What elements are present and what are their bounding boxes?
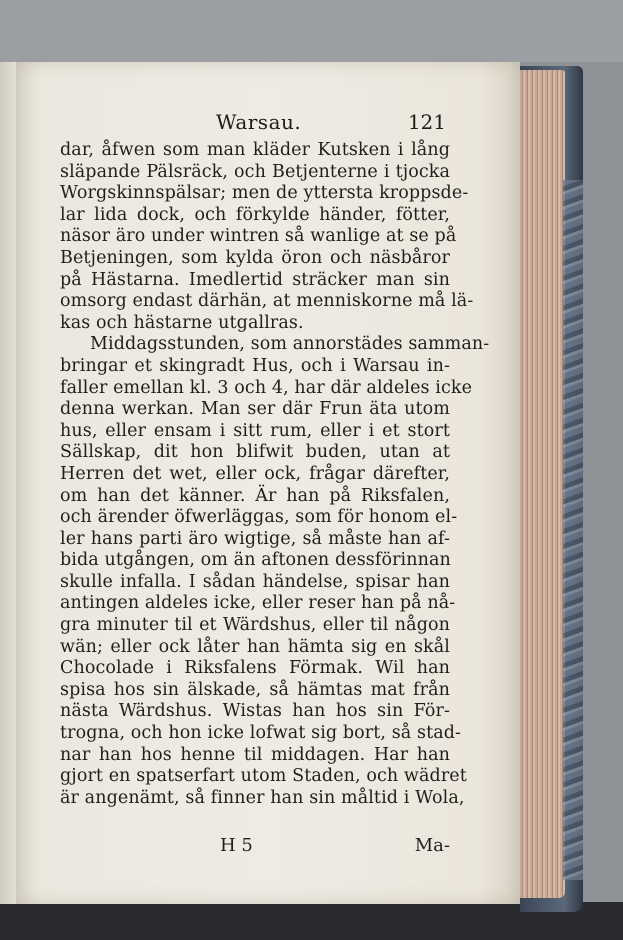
text-line: och ärender öfwerläggas, som för honom el- [60, 507, 458, 528]
text-line: trogna, och hon icke lofwat sig bort, så stad- [60, 723, 462, 744]
text-line: bringar et skingradt Hus, och i Warsau in- [60, 355, 450, 376]
text-line: Betjeningen, som kylda öron och näsbåror [60, 247, 450, 268]
text-line: nästa Wärdshus. Wistas han hos sin För- [60, 701, 450, 722]
text-line: skulle infalla. I sådan händelse, spisar han [60, 571, 450, 592]
text-line: gjort en spatserfart utom Staden, och wädret [60, 766, 467, 787]
text-line: ler hans parti äro wigtige, så måste han af- [60, 528, 450, 549]
text-line: denna werkan. Man ser där Frun äta utom [60, 399, 450, 420]
text-line: är angenämt, så finner han sin måltid i Wola, [60, 787, 465, 808]
text-line: dar, åfwen som man kläder Kutsken i lång [60, 140, 450, 160]
text-line: spisa hos sin älskade, så hämtas mat från [60, 679, 450, 700]
page-header [76, 110, 446, 140]
text-line: lar lida dock, och förkylde händer, fötter, [60, 204, 450, 225]
text-line: Chocolade i Riksfalens Förmak. Wil han [60, 658, 450, 679]
text-line: wän; eller ock låter han hämta sig en skål [60, 636, 450, 657]
text-line: bida utgången, om än aftonen dessförinnan [60, 550, 451, 571]
text-line: Herren det wet, eller ock, frågar därefter, [60, 463, 450, 484]
page-footer [60, 835, 450, 861]
text-line: faller emellan kl. 3 och 4, har där aldeles icke [60, 377, 473, 398]
text-line: Sällskap, dit hon blifwit buden, utan at [60, 442, 450, 463]
page-number: 121 [407, 110, 446, 134]
background-top [0, 0, 623, 62]
text-line: kas och hästarne utgallras. [60, 312, 304, 333]
body-text [60, 140, 490, 809]
text-line: på Hästarna. Imedlertid sträcker man sin [60, 269, 450, 290]
text-line: om han det känner. Är han på Riksfalen, [60, 485, 450, 506]
catchword: Ma- [414, 835, 450, 856]
text-line: näsor äro under wintren så wanlige at se på [60, 226, 457, 247]
text-line: Worgskinnspälsar; men de yttersta kroppsde- [60, 183, 469, 204]
text-line: nar han hos henne til middagen. Har han [60, 744, 450, 765]
signature-mark: H 5 [220, 835, 253, 856]
running-title: Warsau. [216, 110, 302, 134]
text-line: omsorg endast därhän, at menniskorne må lä- [60, 291, 474, 312]
text-line: släpande Pälsräck, och Betjenterne i tjocka [60, 161, 450, 182]
book-page [16, 62, 520, 904]
marbled-cover-edge [563, 180, 583, 880]
text-line: Middagsstunden, som annorstädes samman- [90, 334, 490, 355]
text-line: antingen aldeles icke, eller reser han på nå- [60, 593, 456, 614]
text-line: hus, eller ensam i sitt rum, eller i et stort [60, 420, 450, 441]
page-edges [515, 70, 565, 898]
text-line: gra minuter til et Wärdshus, eller til någon [60, 615, 450, 636]
